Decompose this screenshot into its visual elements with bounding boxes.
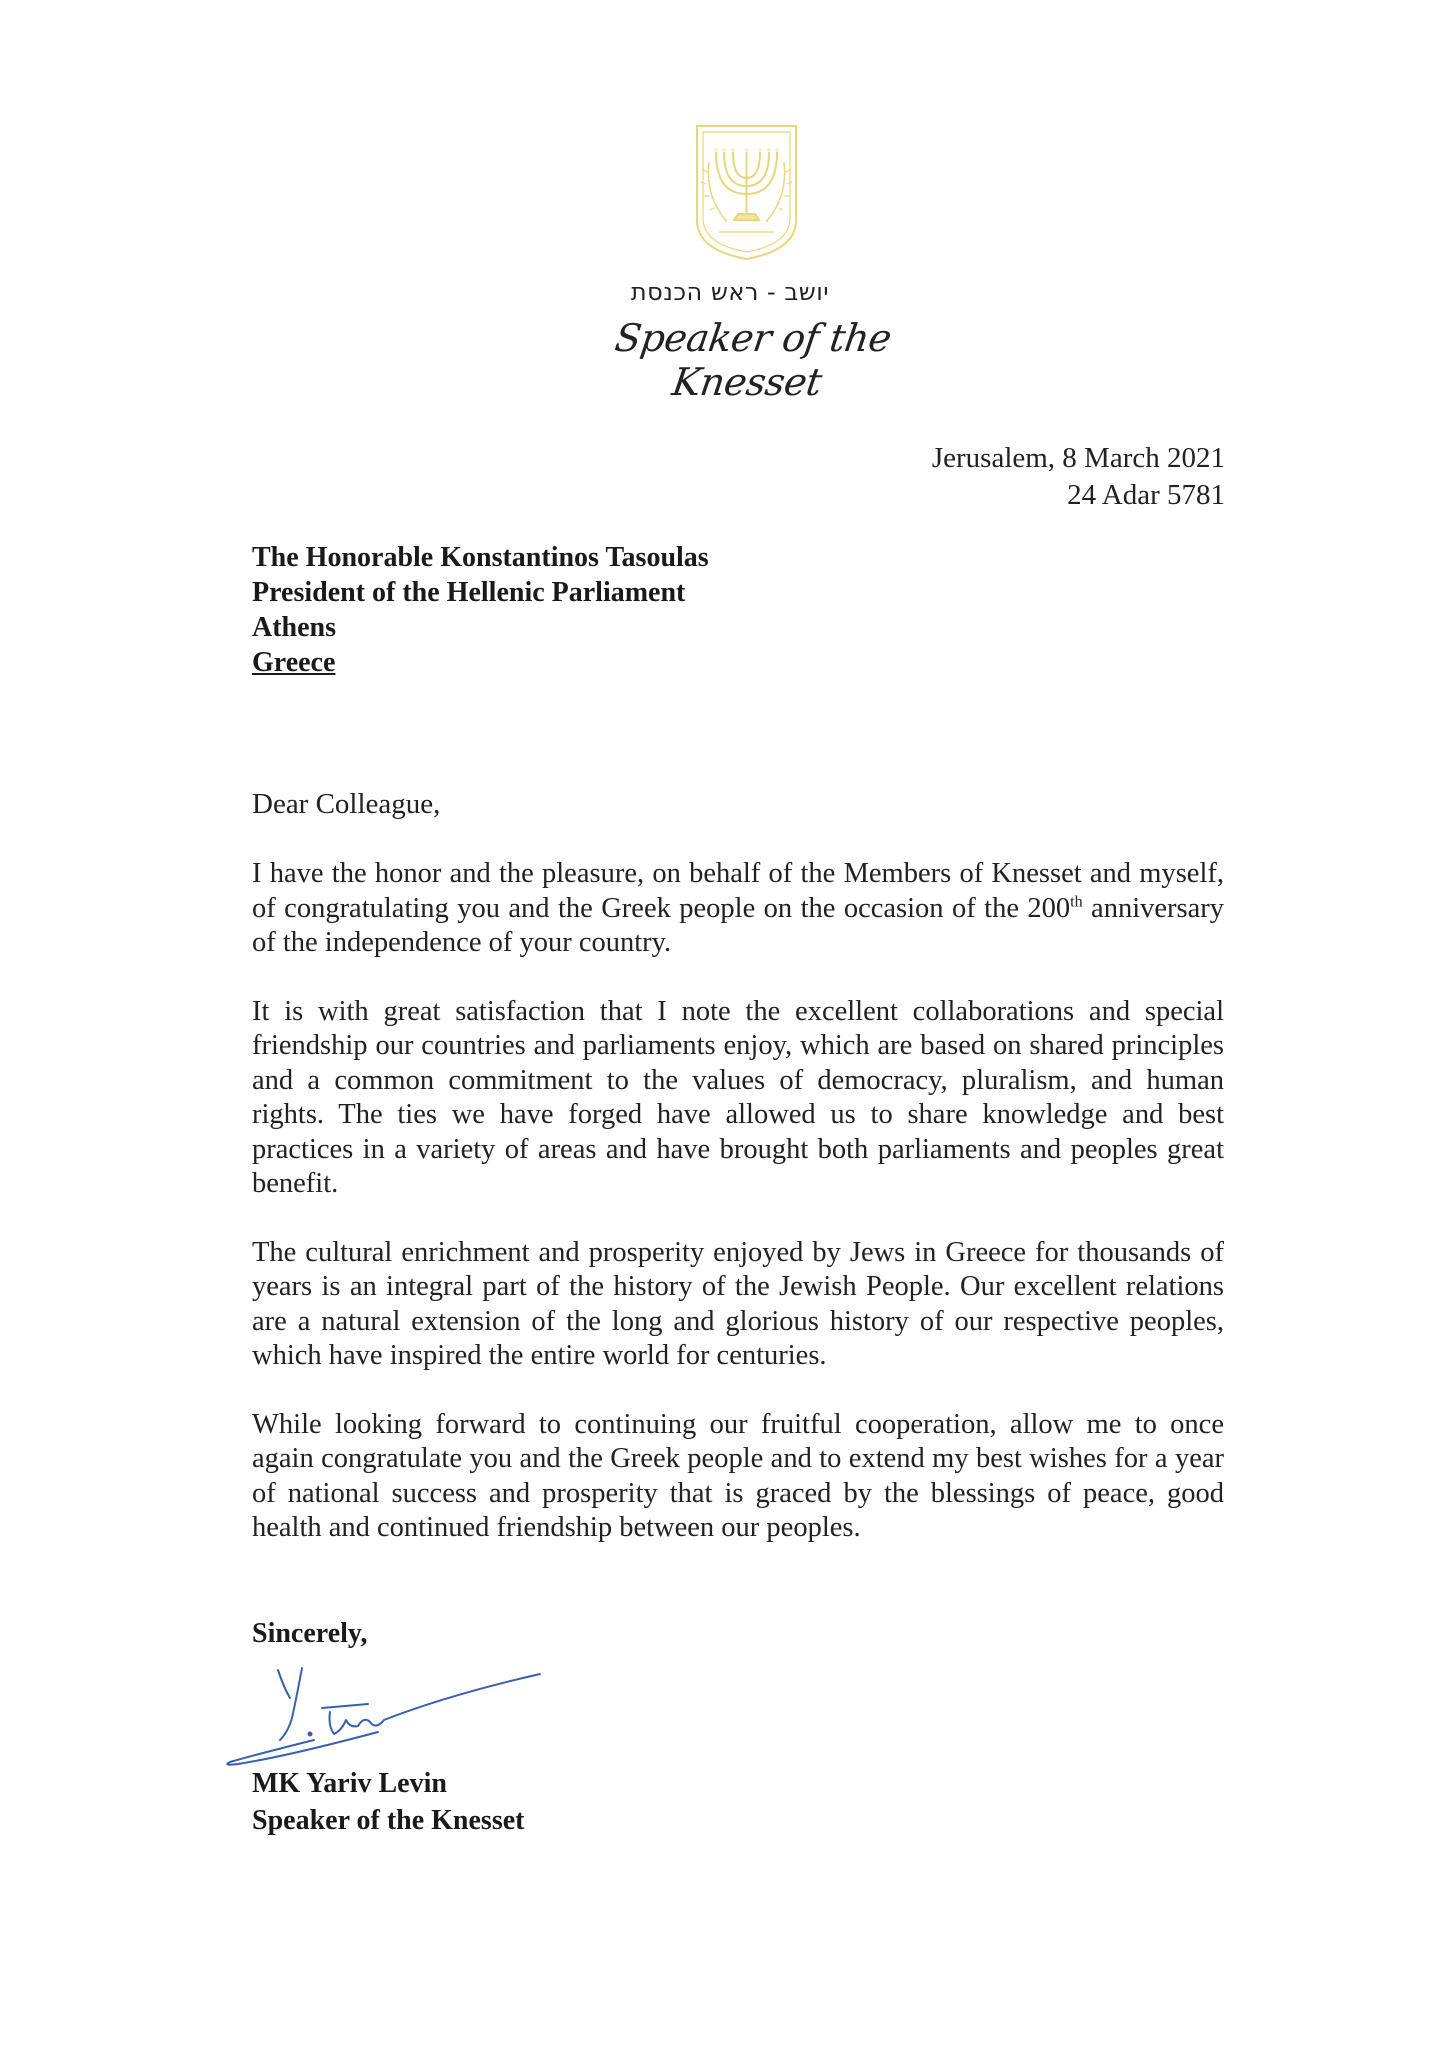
paragraph-4: While looking forward to continuing our fruitful cooperation, allow me to once again congratulate you and the Greek people and to extend my best wishes for a year of national success and prosperity that is graced by the blessings of peace, good health and continued friendship between our peoples. — [252, 1408, 1224, 1543]
signer-title: Speaker of the Knesset — [252, 1805, 525, 1836]
paragraph-1-part-a: I have the honor and the pleasure, on behalf of the Members of Knesset and myself, of congratulating you and the Greek people on the occasion of the 200 — [252, 858, 1224, 924]
recipient-address — [252, 540, 709, 680]
recipient-country: Greece — [252, 647, 336, 678]
handwritten-signature — [218, 1660, 548, 1770]
script-speaker-title: Speaker of the Knesset — [612, 316, 894, 404]
signer-block — [252, 1765, 524, 1839]
gregorian-date: Jerusalem, 8 March 2021 — [931, 442, 1225, 474]
date-block — [932, 440, 1225, 514]
menorah-emblem-icon — [689, 122, 804, 262]
recipient-city: Athens — [252, 612, 337, 643]
hebrew-speaker-title: יושב - ראש הכנסת — [630, 278, 830, 306]
hebrew-date: 24 Adar 5781 — [1067, 479, 1225, 511]
ordinal-suffix: th — [1070, 893, 1083, 910]
signer-name: MK Yariv Levin — [252, 1768, 447, 1799]
paragraph-3: The cultural enrichment and prosperity enjoyed by Jews in Greece for thousands of years is an integral part of the history of the Jewish People. Our excellent relations are a natural extension of the long and glorious history of our respective peoples, which have inspired the entire world for centuries. — [252, 1236, 1224, 1371]
closing: Sincerely, — [252, 1618, 368, 1649]
recipient-title: President of the Hellenic Parliament — [252, 577, 686, 608]
letter-body — [252, 857, 1224, 1580]
salutation: Dear Colleague, — [252, 788, 441, 820]
paragraph-1-part-b: anniversary of the independence of your country. — [252, 892, 1224, 958]
recipient-name: The Honorable Konstantinos Tasoulas — [252, 542, 709, 573]
paragraph-2: It is with great satisfaction that I note the excellent collaborations and special friendship our countries and parliaments enjoy, which are based on shared principles and a common commitment to the values of democracy, pluralism, and human rights. The ties we have forged have allowed us to share knowledge and best practices in a variety of areas and have brought both parliaments and peoples great benefit. — [252, 995, 1224, 1199]
paragraph-1 — [252, 857, 1224, 961]
